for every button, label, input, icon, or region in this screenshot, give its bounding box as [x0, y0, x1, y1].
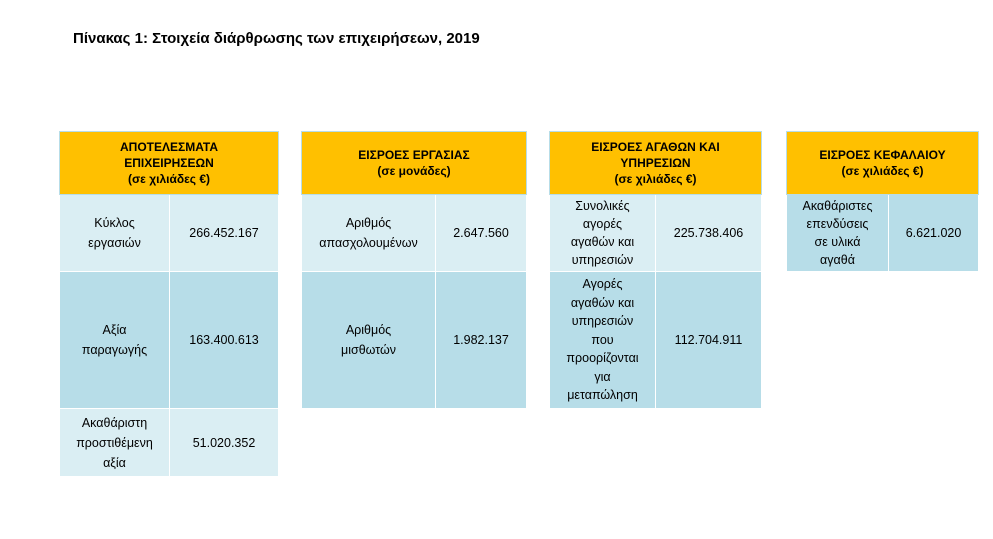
- row-value: 266.452.167: [170, 195, 279, 272]
- row-label: Αξία παραγωγής: [60, 272, 170, 409]
- row-value: 1.982.137: [436, 272, 527, 409]
- table-row: [302, 272, 527, 409]
- goods-services-inputs-table: [549, 131, 762, 409]
- table-row: [550, 272, 762, 409]
- row-label: Ακαθάριστες επενδύσεις σε υλικά αγαθά: [787, 195, 889, 272]
- row-value: 112.704.911: [656, 272, 762, 409]
- row-label: Αριθμός απασχολουμένων: [302, 195, 436, 272]
- table-header: ΑΠΟΤΕΛΕΣΜΑΤΑ ΕΠΙΧΕΙΡΗΣΕΩΝ (σε χιλιάδες €): [60, 132, 279, 195]
- table-row: [787, 195, 979, 272]
- table-row: [60, 195, 279, 272]
- row-value: 51.020.352: [170, 409, 279, 477]
- table-header: ΕΙΣΡΟΕΣ ΚΕΦΑΛΑΙΟΥ (σε χιλιάδες €): [787, 132, 979, 195]
- business-results-table: [59, 131, 279, 477]
- row-label: Κύκλος εργασιών: [60, 195, 170, 272]
- table-row: [550, 195, 762, 272]
- page-title: Πίνακας 1: Στοιχεία διάρθρωσης των επιχειρήσεων, 2019: [73, 30, 480, 47]
- row-value: 2.647.560: [436, 195, 527, 272]
- labour-inputs-table: [301, 131, 527, 409]
- row-value: 225.738.406: [656, 195, 762, 272]
- table-row: [60, 409, 279, 477]
- row-label: Αγορές αγαθών και υπηρεσιών που προορίζονται για μεταπώληση: [550, 272, 656, 409]
- table-header-row: [60, 132, 279, 195]
- row-label: Συνολικές αγορές αγαθών και υπηρεσιών: [550, 195, 656, 272]
- row-label: Αριθμός μισθωτών: [302, 272, 436, 409]
- row-label: Ακαθάριστη προστιθέμενη αξία: [60, 409, 170, 477]
- table-header: ΕΙΣΡΟΕΣ ΕΡΓΑΣΙΑΣ (σε μονάδες): [302, 132, 527, 195]
- table-header-row: [787, 132, 979, 195]
- row-value: 6.621.020: [889, 195, 979, 272]
- table-header-row: [302, 132, 527, 195]
- capital-inputs-table: [786, 131, 979, 272]
- row-value: 163.400.613: [170, 272, 279, 409]
- table-header: ΕΙΣΡΟΕΣ ΑΓΑΘΩΝ ΚΑΙ ΥΠΗΡΕΣΙΩΝ (σε χιλιάδες €): [550, 132, 762, 195]
- table-header-row: [550, 132, 762, 195]
- table-row: [302, 195, 527, 272]
- table-row: [60, 272, 279, 409]
